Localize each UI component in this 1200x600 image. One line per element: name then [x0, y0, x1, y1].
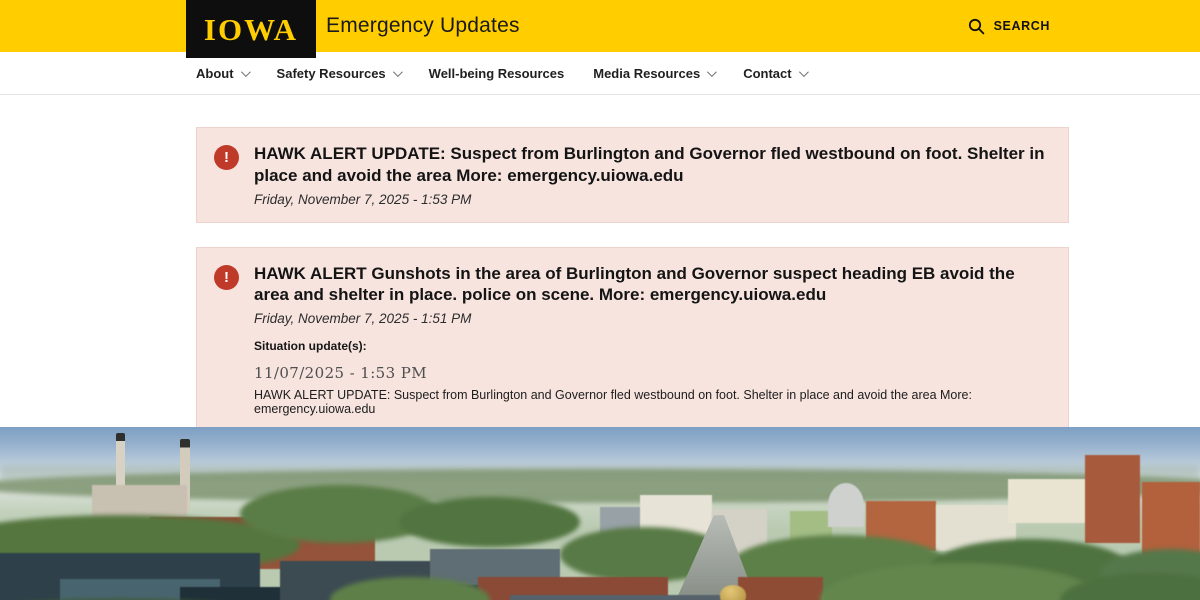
alert-card-original	[196, 247, 1069, 433]
logo-wordmark: IOWA	[203, 11, 299, 47]
nav-label: Well-being Resources	[428, 65, 565, 81]
alert-date: Friday, November 7, 2025 - 1:53 PM	[254, 191, 472, 207]
alert-title: HAWK ALERT UPDATE: Suspect from Burlington and Governor fled westbound on foot. Shelter in place and avoid the area More: emergency.uiowa.edu	[254, 144, 1045, 185]
search-button[interactable]	[968, 0, 1050, 52]
alert-list	[196, 127, 1069, 432]
chevron-down-icon	[707, 67, 717, 77]
situation-update-text: HAWK ALERT UPDATE: Suspect from Burlington and Governor fled westbound on foot. Shelter in place and avoid the area More: emergency.uiowa.edu	[254, 388, 972, 416]
nav-item-about[interactable]	[196, 66, 248, 81]
page-title: Emergency Updates	[326, 14, 520, 37]
photo-round-tower	[828, 483, 864, 527]
nav-item-contact[interactable]	[743, 66, 805, 81]
nav-item-media-resources[interactable]	[593, 66, 714, 81]
nav-item-wellbeing-resources[interactable]	[429, 66, 565, 81]
situation-updates-label: Situation update(s):	[254, 339, 367, 353]
search-label: SEARCH	[993, 19, 1050, 33]
photo-brick-building	[738, 577, 823, 600]
alert-exclamation-icon: !	[214, 145, 239, 170]
situation-update-timestamp: 11/07/2025 - 1:53 PM	[254, 364, 427, 382]
alert-exclamation-icon: !	[214, 265, 239, 290]
alert-body	[254, 263, 1050, 417]
alert-card-update	[196, 127, 1069, 223]
chevron-down-icon	[799, 67, 809, 77]
nav-label: Safety Resources	[276, 65, 386, 81]
alert-date: Friday, November 7, 2025 - 1:51 PM	[254, 311, 472, 326]
header-bar	[0, 0, 1200, 52]
photo-gold-dome	[720, 585, 746, 600]
alert-title: HAWK ALERT Gunshots in the area of Burlington and Governor suspect heading EB avoid the area and shelter in place. police on scene. More: emergency.uiowa.edu	[254, 263, 1015, 305]
campus-aerial-photo	[0, 427, 1200, 600]
university-logo[interactable]	[186, 0, 316, 58]
photo-brick-tower	[1085, 455, 1140, 543]
main-nav	[0, 52, 1200, 95]
nav-item-safety-resources[interactable]	[277, 66, 400, 81]
photo-trees	[400, 497, 580, 547]
search-icon	[968, 18, 985, 35]
alert-body	[254, 143, 1050, 207]
nav-label: About	[196, 65, 234, 81]
chevron-down-icon	[393, 67, 403, 77]
nav-label: Media Resources	[593, 65, 701, 81]
chevron-down-icon	[241, 67, 251, 77]
nav-label: Contact	[743, 65, 792, 81]
